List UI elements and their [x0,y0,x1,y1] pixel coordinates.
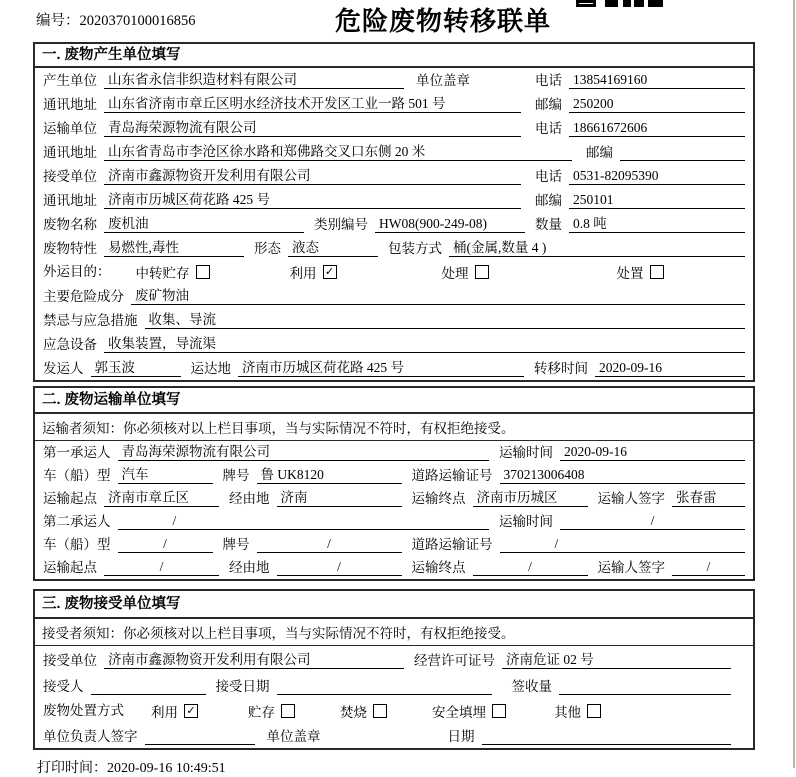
value-producer-phone: 13854169160 [569,72,745,89]
value-transport-zip [620,145,745,161]
receiver-notice: 接受者须知：你必须核对以上栏目事项，当与实际情况不符时，有权拒绝接受。 [35,619,753,646]
row-transport-address [35,140,753,164]
row-producer-unit [35,68,753,92]
option-label: 其他 [554,705,581,720]
checkbox-treat [475,265,489,279]
option-label: 利用 [289,266,317,281]
row-receiving-unit [35,646,753,672]
section-receiver [33,589,755,750]
option-utilize [151,701,198,721]
row-sender [35,356,753,380]
option-label: 利用 [151,705,178,720]
label-carrier-signature: 运输人签字 [597,560,665,575]
checkbox-other [587,704,601,718]
label-zip: 邮编 [586,145,613,160]
value-receiver-phone: 0531-82095390 [569,168,745,185]
checkbox-incinerate [373,704,387,718]
row-responsible-signature [35,724,753,748]
row-waste-name [35,212,753,236]
row-transport-unit [35,116,753,140]
qr-block [623,0,631,7]
value-producer-zip: 250200 [569,96,745,113]
checkbox-store [281,704,295,718]
value-first-carrier: 青岛海荣源物流有限公司 [118,444,490,461]
section-producer [33,42,755,382]
value-emergency-measures: 收集、导流 [145,312,746,329]
value-receiving-unit: 济南市鑫源物资开发利用有限公司 [104,652,404,669]
label-carrier-signature: 运输人签字 [597,491,665,506]
row-recipient [35,672,753,698]
label-emergency-equipment: 应急设备 [43,337,97,352]
label-date: 日期 [447,729,475,744]
row-second-carrier [35,510,753,533]
row-receiver-unit [35,164,753,188]
value-transport-time-2: / [560,513,745,530]
label-hazard-components: 主要危险成分 [43,289,124,304]
value-category-code: HW08(900-249-08) [375,216,525,233]
label-first-carrier: 第一承运人 [43,445,111,460]
row-emergency-equipment [35,332,753,356]
value-origin: 济南市章丘区 [104,490,219,507]
value-carrier-signature: 张春雷 [672,490,745,507]
value-packaging: 桶(金属,数量 4 ) [449,240,745,257]
label-vehicle-type: 车（船）型 [43,537,111,552]
option-transit-storage [136,262,210,282]
label-transfer-purpose: 外运目的： [43,264,111,279]
label-unit-stamp: 单位盖章 [416,73,470,88]
label-terminus: 运输终点 [411,491,466,506]
value-vehicle-type-2: / [118,536,213,553]
value-road-permit: 370213006408 [500,467,746,484]
value-second-carrier: / [118,513,490,530]
label-receiving-unit: 接受单位 [43,653,97,668]
label-transport-unit: 运输单位 [43,121,97,136]
label-origin: 运输起点 [43,560,97,575]
label-waste-property: 废物特性 [43,241,97,256]
row-disposal-method [35,698,753,724]
label-license-number: 经营许可证号 [414,653,495,668]
row-producer-address [35,92,753,116]
section-transporter [33,386,755,581]
label-terminus: 运输终点 [411,560,466,575]
value-vehicle-type: 汽车 [118,467,213,484]
qr-block [634,0,644,7]
label-sender: 发运人 [43,361,84,376]
option-utilize [290,262,337,282]
label-transfer-time: 转移时间 [534,361,588,376]
checkbox-landfill [492,704,506,718]
value-transport-address: 山东省青岛市李沧区徐水路和郑佛路交叉口东侧 20 米 [104,144,572,161]
label-received-amount: 签收量 [511,679,552,694]
label-road-permit: 道路运输证号 [411,468,493,483]
label-address: 通讯地址 [43,97,97,112]
label-destination: 运达地 [190,361,231,376]
label-category-code: 类别编号 [314,217,368,232]
value-quantity: 0.8 吨 [569,216,745,233]
value-receiver-address: 济南市历城区荷花路 425 号 [104,192,521,209]
label-address: 通讯地址 [43,145,97,160]
row-vehicle-2 [35,533,753,556]
value-destination: 济南市历城区荷花路 425 号 [238,360,524,377]
value-form: 液态 [288,240,378,257]
label-second-carrier: 第二承运人 [43,514,111,529]
label-origin: 运输起点 [43,491,97,506]
value-via-2: / [277,559,402,576]
section-receiver-header: 三. 废物接受单位填写 [35,591,753,619]
print-time-value: 2020-09-16 10:49:51 [107,761,226,776]
doc-number-label: 编号： [36,13,80,29]
value-receiver-zip: 250101 [569,192,745,209]
page-title: 危险废物转移联单 [334,6,551,36]
value-receiver-unit: 济南市鑫源物资开发利用有限公司 [104,168,521,185]
row-waste-property [35,236,753,260]
label-transport-time: 运输时间 [499,514,553,529]
value-recipient [91,679,206,695]
value-transfer-time: 2020-09-16 [595,360,745,377]
option-store [248,701,295,721]
row-vehicle-1 [35,464,753,487]
label-via: 经由地 [229,560,270,575]
value-plate-number-2: / [257,536,402,553]
option-treat [442,262,489,282]
label-receiver-unit: 接受单位 [43,169,97,184]
value-responsible-signature [145,729,255,745]
checkbox-utilize: ✓ [184,704,198,718]
transporter-notice: 运输者须知：你必须核对以上栏目事项，当与实际情况不符时，有权拒绝接受。 [35,414,753,441]
value-hazard-components: 废矿物油 [131,288,745,305]
option-other [554,701,601,721]
label-producer-unit: 产生单位 [43,73,97,88]
qr-block [576,0,596,7]
value-terminus-2: / [473,559,588,576]
option-label: 贮存 [248,705,275,720]
label-phone: 电话 [535,73,562,88]
value-origin-2: / [104,559,219,576]
qr-block [648,0,663,7]
option-landfill [432,701,506,721]
qr-code-fragment [576,0,666,8]
label-recipient: 接受人 [43,679,84,694]
label-packaging: 包装方式 [388,241,442,256]
value-transport-unit: 青岛海荣源物流有限公司 [104,120,521,137]
label-phone: 电话 [535,121,562,136]
checkbox-utilize: ✓ [323,265,337,279]
row-receiver-address [35,188,753,212]
label-emergency-measures: 禁忌与应急措施 [43,313,138,328]
label-road-permit: 道路运输证号 [411,537,493,552]
value-license-number: 济南危证 02 号 [502,652,731,669]
document-header [0,0,796,42]
option-label: 中转贮存 [135,266,190,281]
section-transporter-header: 二. 废物运输单位填写 [35,388,753,414]
value-via: 济南 [277,490,402,507]
label-plate-number: 牌号 [222,537,250,552]
value-emergency-equipment: 收集装置，导流渠 [104,336,745,353]
row-route-1 [35,487,753,510]
option-incinerate [340,701,387,721]
value-producer-address: 山东省济南市章丘区明水经济技术开发区工业一路 501 号 [104,96,521,113]
option-dispose [617,262,664,282]
label-quantity: 数量 [535,217,562,232]
checkbox-transit-storage [196,265,210,279]
row-emergency-measures [35,308,753,332]
doc-number-value: 2020370100016856 [79,13,196,29]
print-time [37,757,796,777]
label-phone: 电话 [535,169,562,184]
value-producer-unit: 山东省永信非织造材料有限公司 [104,72,404,89]
value-transport-time: 2020-09-16 [560,444,745,461]
label-address: 通讯地址 [43,193,97,208]
option-label: 处置 [616,266,644,281]
label-transport-time: 运输时间 [499,445,553,460]
label-zip: 邮编 [535,97,562,112]
label-plate-number: 牌号 [222,468,250,483]
row-route-2 [35,556,753,579]
label-waste-name: 废物名称 [43,217,97,232]
print-time-label: 打印时间： [37,761,107,776]
label-responsible-signature: 单位负责人签字 [43,729,138,744]
value-waste-property: 易燃性,毒性 [104,240,244,257]
label-form: 形态 [254,241,281,256]
value-plate-number: 鲁 UK8120 [257,467,402,484]
option-label: 安全填埋 [432,705,486,720]
label-receive-date: 接受日期 [215,679,270,694]
section-producer-header: 一. 废物产生单位填写 [35,44,753,68]
value-transport-phone: 18661672606 [569,120,745,137]
label-via: 经由地 [229,491,270,506]
row-first-carrier [35,441,753,464]
qr-block [605,0,618,7]
value-terminus: 济南市历城区 [473,490,588,507]
option-label: 处理 [441,266,469,281]
page-edge-line [793,0,795,768]
value-receive-date [277,679,492,695]
option-label: 焚烧 [340,705,367,720]
label-disposal-method: 废物处置方式 [43,703,124,718]
value-carrier-signature-2: / [672,559,745,576]
value-waste-name: 废机油 [104,216,304,233]
label-zip: 邮编 [535,193,562,208]
value-received-amount [559,679,731,695]
row-hazard-components [35,284,753,308]
checkbox-dispose [650,265,664,279]
value-sender: 郭玉波 [91,360,181,377]
value-road-permit-2: / [500,536,746,553]
row-transfer-purpose [35,260,753,284]
value-date [482,729,732,745]
label-vehicle-type: 车（船）型 [43,468,111,483]
label-unit-stamp: 单位盖章 [266,729,321,744]
